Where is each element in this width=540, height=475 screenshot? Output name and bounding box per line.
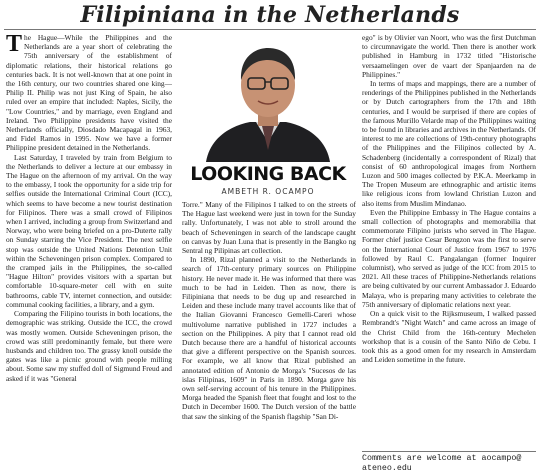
column-title: LOOKING BACK bbox=[190, 163, 346, 185]
paragraph: Comparing the Filipino tourists in both locations, the demographic was striking. Outside the ICC, the crowd was mostly women. Outside Scheveningen prison, the crowd was still predominantly female, but there were husbands and children too. The grassy knoll outside the gates was like a picnic ground with people milling about. Some saw my stuffed doll of Sigmund Freud and asked if it was "General bbox=[6, 309, 172, 383]
article-title: Filipiniana in the Netherlands bbox=[80, 2, 460, 28]
paragraph: Even the Philippine Embassy in The Hague contains a small collection of photographs and memorabilia that commemorate Filipino jurists who served in The Hague. Former chief justice Cesar Bengzon was the first to serve on the International Court of Justice from 1967 to 1976 followed by Raul C. Pangalangan (former Inquirer columnist), who served as judge of the ICC from 2015 to 2021. All these traces of Philippine-Netherlands relations are being cultivated by our current Ambassador J. Eduardo Malaya, who is preparing many activities to celebrate the 75th anniversary of diplomatic relations next year. bbox=[362, 207, 536, 309]
columnist-portrait-image bbox=[178, 30, 358, 162]
footer-line: Comments are welcome at aocampo@ bbox=[362, 454, 522, 463]
article-column-3 bbox=[362, 33, 536, 447]
byline: AMBETH R. OCAMPO bbox=[221, 187, 315, 196]
paragraph: In terms of maps and mappings, there are a number of renderings of the Philippines published in the Netherlands or by Dutch cartographers from the 17th and 18th centuries, and I would be surprised if there are copies of the famous Murillo Velarde map of the Philippines waiting to be found in libraries and archives in the Netherlands. Of interest to me are collections of 19th-century photographs of the Philippines and the Filipinos collected by A. Schadenberg (incidentally a correspondent of Rizal) that consist of 60 anthropological images from Northern Luzon and 500 images collected by P.K.A. Meerkamp in The Tropen Museum are ethnographic and artistic items like religious icons from lowland Christian Luzon and also items from Muslim Mindanao. bbox=[362, 79, 536, 208]
footer-email-line: ateneo.edu bbox=[362, 464, 412, 473]
comments-footer bbox=[362, 454, 536, 474]
drop-cap: T bbox=[6, 33, 23, 57]
paragraph: In 1890, Rizal planned a visit to the Netherlands in search of 17th-century primary sources on Philippine history. He never made it. He was informed that there was much to be had in Leiden. Then as now, there is Filipiniana that needs to be dug up and researched in Leiden and these include many travel accounts like that of the Italian Giovanni Francesco Gemelli-Careri whose multivolume narrative published in 1727 includes a section on the Philippines. A pity that I cannot read old Dutch because there are a handful of historical accounts that give a different perspective on the Spanish sources. For example, we all know that Rizal published an annotated edition of Antonio de Morga's "Sucesos de las islas Filipinas, 1609" in Paris in 1890. Morga gave his own self-serving account of his tenure in the Philippines. Morga headed the Spanish fleet that fought and lost to the Dutch in December 1600. The Dutch version of the battle that saw the sinking of the Spanish flagship "San Di- bbox=[182, 255, 356, 421]
paragraph: ego" is by Olivier van Noort, who was the first Dutchman to circumnavigate the world. Then there is another work published in Hamburg in 1732 titled "Historische versaamelingen over de vaart der Spanjaarden na de Philippines." bbox=[362, 33, 536, 79]
paragraph: Torre." Many of the Filipinos I talked to on the streets of The Hague last weekend were just in town for the Sunday rally. Unfortunately, I was not able to stroll around the beach of Scheveningen in search of the landscape caught on canvas by Juan Luna that is presently in the Bangko ng Sentral ng Pilipinas art collection. bbox=[182, 200, 356, 256]
paragraph bbox=[6, 33, 172, 153]
paragraph-text: he Hague—While the Philippines and the Netherlands are a year short of celebrating the 75th anniversary of the establishment of diplomatic relations, their historical relations go centuries back. It is not well-known that at one point in the 16th century, our two countries shared one king—Philip II. Philip was not just King of Spain, he also ruled over an empire that included: Naples, Sicily, the "Low Countries," and by marriage, even England and Ireland. Two Philippine presidents have visited the Netherlands officially, Diosdado Macapagal in 1963, and Fidel Ramos in 1995. Now we have a former Philippine president detained in the Netherlands. bbox=[6, 33, 172, 153]
paragraph: On a quick visit to the Rijksmuseum, I walked passed Rembrandt's "Night Watch" and came across an image of the Christ Child from the 16th-century Mechelen workshop that is a cousin of the Santo Niño de Cebu. I took this as a good omen for my research in Amsterdam and Leiden sometime in the future. bbox=[362, 309, 536, 365]
columnist-photo bbox=[178, 30, 358, 162]
footer-rule bbox=[362, 451, 536, 452]
paragraph: Last Saturday, I traveled by train from Belgium to the Netherlands to deliver a lecture at our embassy in The Hague on the afternoon of my arrival. On the way to the embassy, I took the opportunity for a side trip for selfies outside the International Criminal Court (ICC), which seems to have become a new tourist destination for Filipinos. There was a small crowd of Filipinos when I arrived, including a group from Switzerland and Norway, who were being briefed on a pro-Duterte rally on Sunday starring the Vice President. The next selfie stop was outside the United Nations Detention Unit within the Scheveningen prison complex. Compared to the cramped jails in the Philippines, the so-called "Hague Hilton" provides visitors with a spartan but comfortable 10-square-meter cell with en suite bathrooms, cable TV, internet connection, and outside: communal cooking facilities, a library, and a gym. bbox=[6, 152, 172, 309]
article-column-1 bbox=[6, 33, 172, 473]
article-column-2 bbox=[182, 200, 356, 472]
